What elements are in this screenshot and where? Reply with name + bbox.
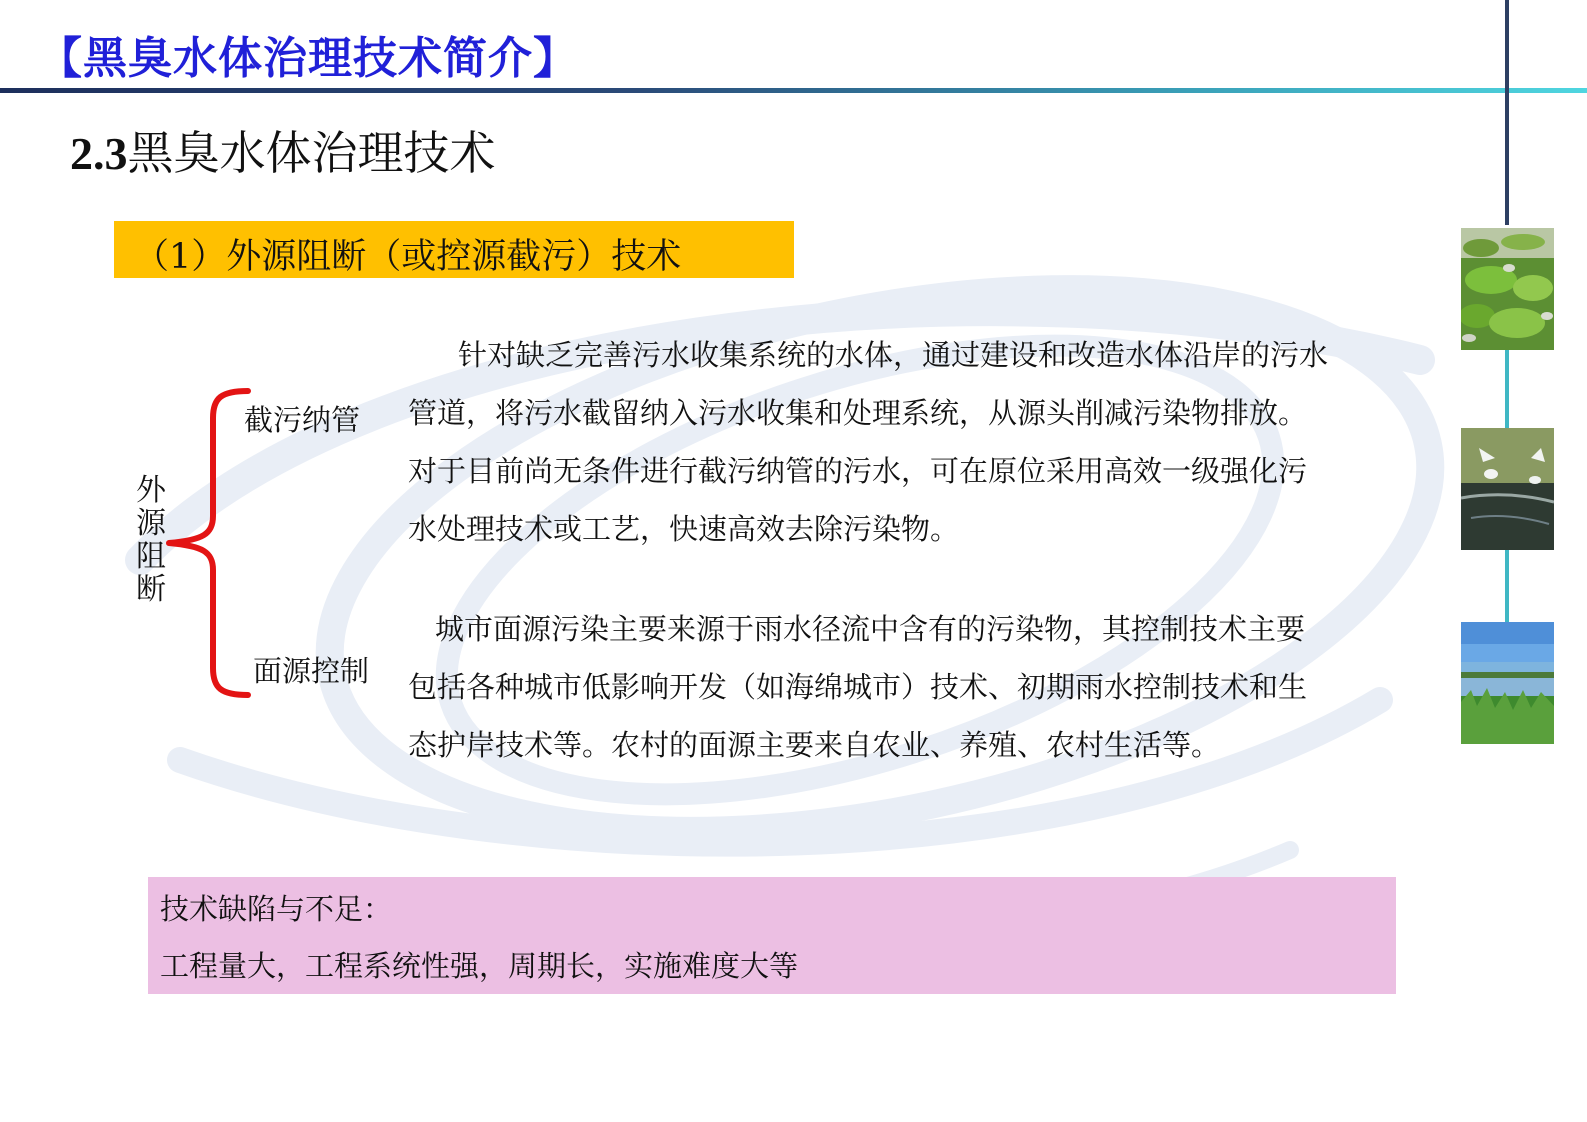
branch-label-interception: 截污纳管 bbox=[244, 403, 361, 437]
egrets-wetland-photo bbox=[1461, 428, 1554, 550]
header-title: 【黑臭水体治理技术简介】 bbox=[38, 33, 578, 84]
deficiencies-heading: 技术缺陷与不足： bbox=[160, 892, 393, 926]
right-vertical-rule bbox=[1505, 0, 1509, 225]
right-vertical-rule-segment bbox=[1505, 348, 1509, 428]
subsection-banner bbox=[114, 221, 794, 278]
paragraph-interception bbox=[408, 326, 1328, 558]
header-divider bbox=[0, 88, 1587, 93]
moss-stones-photo bbox=[1461, 228, 1554, 350]
paragraph-text: 针对缺乏完善污水收集系统的水体，通过建设和改造水体沿岸的污水管道，将污水截留纳入污水收集和处理系统，从源头削减污染物排放。对于目前尚无条件进行截污纳管的污水，可在原位采用高效一级强化污水处理技术或工艺，快速高效去除污染物。 bbox=[408, 338, 1329, 546]
right-vertical-rule-segment bbox=[1505, 550, 1509, 622]
brace-icon bbox=[165, 388, 255, 698]
subsection-title: （1）外源阻断（或控源截污）技术 bbox=[134, 237, 682, 277]
section-number: 2.3 bbox=[70, 128, 128, 179]
paragraph-nonpoint bbox=[408, 600, 1328, 774]
lake-reeds-photo bbox=[1461, 622, 1554, 744]
section-title: 黑臭水体治理技术 bbox=[127, 126, 496, 180]
branch-label-nonpoint: 面源控制 bbox=[253, 654, 370, 688]
root-label: 外源阻断 bbox=[136, 473, 166, 607]
section-heading bbox=[70, 117, 496, 183]
deficiencies-content: 工程量大，工程系统性强，周期长，实施难度大等 bbox=[160, 949, 799, 983]
paragraph-text: 城市面源污染主要来源于雨水径流中含有的污染物，其控制技术主要包括各种城市低影响开发（如海绵城市）技术、初期雨水控制技术和生态护岸技术等。农村的面源主要来自农业、养殖、农村生活等。 bbox=[408, 612, 1308, 762]
deficiencies-box bbox=[148, 877, 1396, 994]
